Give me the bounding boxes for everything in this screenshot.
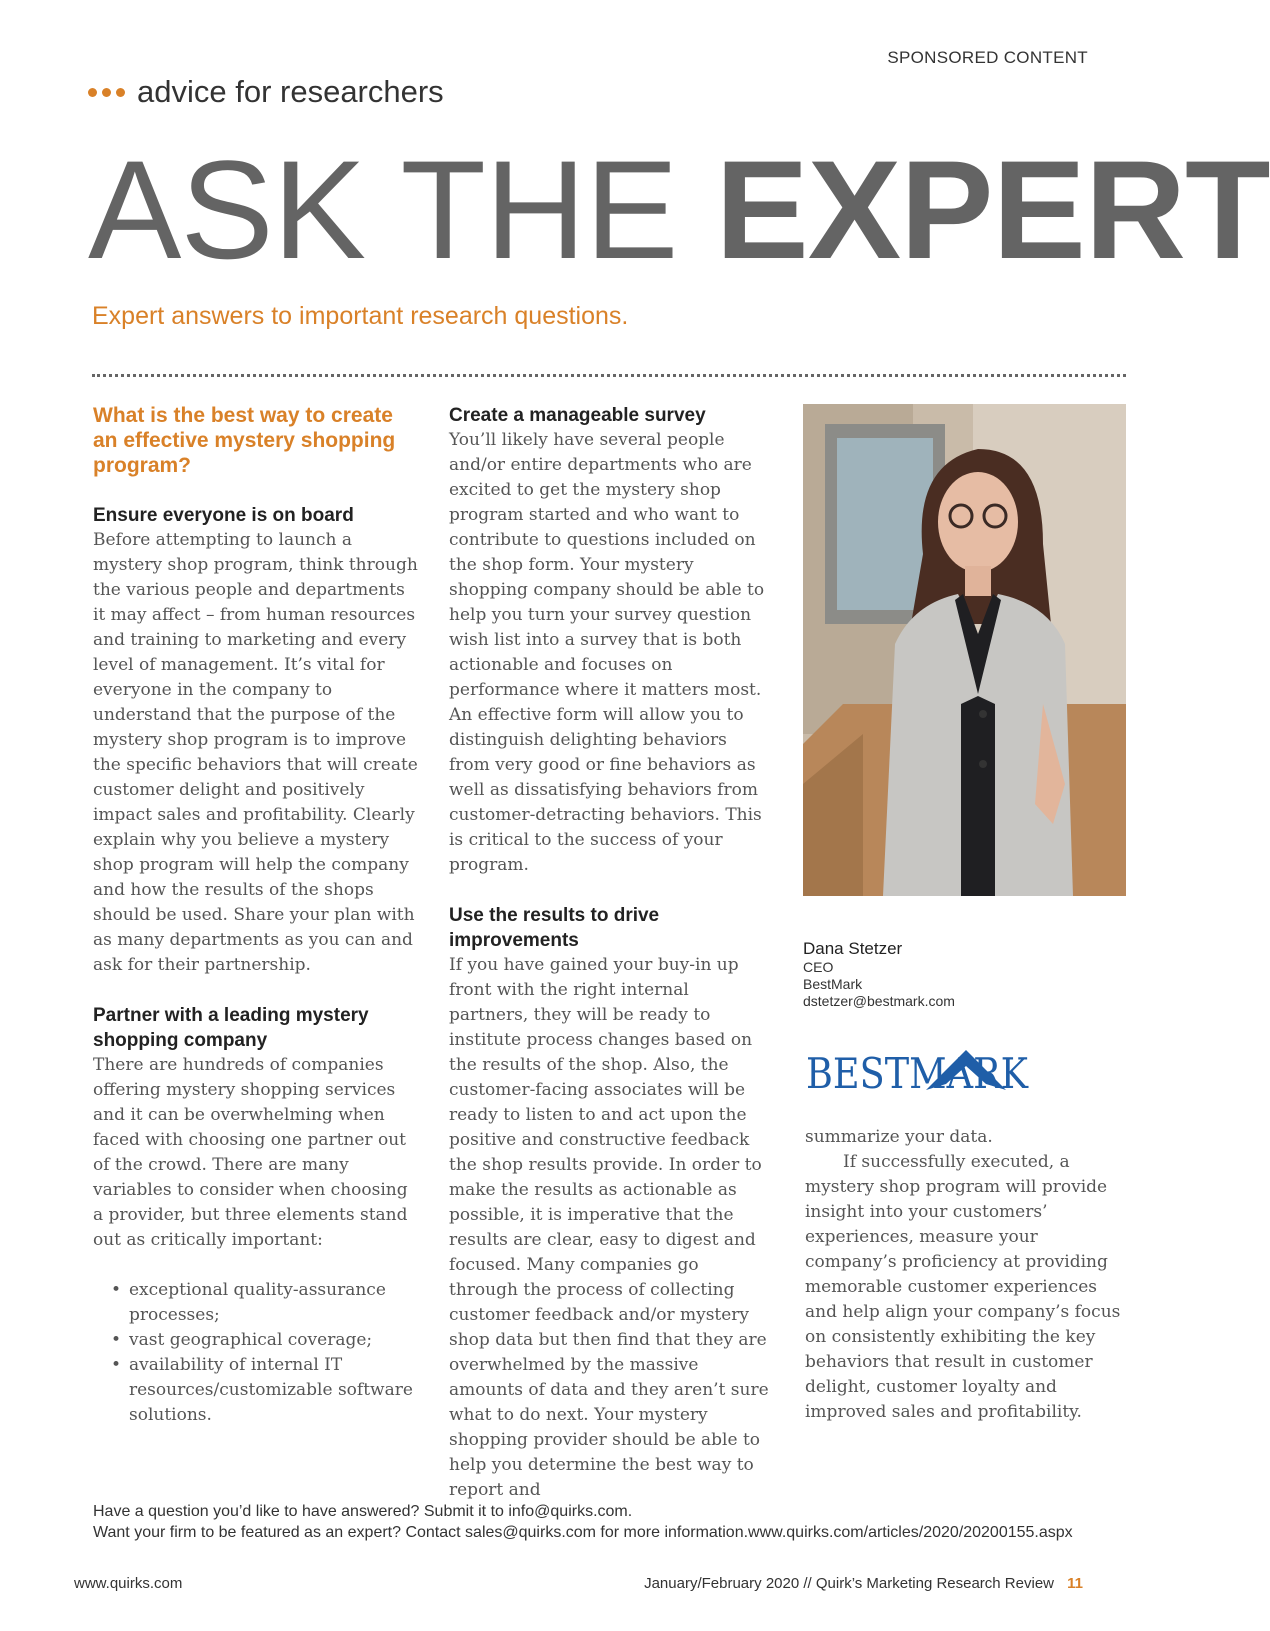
expert-role: CEO xyxy=(803,959,834,975)
expert-email: dstetzer@bestmark.com xyxy=(803,993,955,1009)
footer-line-1: Have a question you’d like to have answered? Submit it to info@quirks.com. xyxy=(93,1503,633,1520)
footer-line-2: Want your firm to be featured as an expert? Contact sales@quirks.com for more information.www.quirks.com/articles/2020/20200155.aspx xyxy=(93,1524,1073,1541)
page-subtitle: Expert answers to important research questions. xyxy=(92,302,629,330)
section-heading: Ensure everyone is on board xyxy=(93,505,354,526)
closing-paragraph: If successfully executed, a mystery shop program will provide insight into your customers’ experiences, measure your company’s proficiency at providing memorable customer experiences and help align your company’s focus on consistently exhibiting the key behaviors that result in customer delight, customer loyalty and improved sales and profitability. xyxy=(805,1152,1121,1422)
expert-company: BestMark xyxy=(803,976,863,992)
section-body: You’ll likely have several people and/or entire departments who are excited to get the mystery shop program started and who want to contribute to questions included on the shop form. Your mystery shopping company should be able to help you turn your survey question wish list into a survey that is both actionable and focuses on performance where it matters most. An effective form will allow you to distinguish delighting behaviors from very good or fine behaviors as well as dissatisfying behaviors from customer-detracting behaviors. This is critical to the success of your program. xyxy=(449,430,765,875)
title-light: ASK THE xyxy=(88,131,716,288)
dots-icon xyxy=(88,88,125,97)
dotted-divider xyxy=(92,374,1126,377)
section-heading: Create a manageable survey xyxy=(449,405,706,426)
list-item: • exceptional quality-assurance processes; xyxy=(129,1278,418,1328)
section-body: If you have gained your buy-in up front with the right internal partners, they will be ready to institute process changes based on the results of the shop. Also, the customer-facing associates will be ready to listen to and act upon the positive and constructive feedback the shop results provide. In order to make the results as actionable as possible, it is imperative that the results are clear, easy to digest and focused. Many companies go through the process of collecting customer feedback and/or mystery shop data but then find that they are overwhelmed by the massive amounts of data and they aren’t sure what to do next. Your mystery shopping provider should be able to help you determine the best way to report and xyxy=(449,955,769,1500)
title-bold: EXPERT xyxy=(715,131,1270,288)
expert-photo xyxy=(803,404,1126,896)
logo-text: BESTMARK xyxy=(806,1049,1030,1098)
expert-bio xyxy=(803,938,955,1010)
page-number: 11 xyxy=(1067,1575,1083,1592)
section-body: There are hundreds of companies offering mystery shopping services and it can be overwhelming when faced with choosing one partner out of the crowd. There are many variables to consider when choosing a provider, but three elements stand out as critically important: xyxy=(93,1055,408,1250)
question-heading: What is the best way to create an effective mystery shopping program? xyxy=(93,404,396,477)
criteria-list xyxy=(93,1278,418,1428)
article-column-1 xyxy=(93,403,418,1428)
page-title xyxy=(88,131,1270,288)
article-column-2 xyxy=(449,403,771,1503)
continued-text: summarize your data. xyxy=(805,1127,993,1147)
list-item: • vast geographical coverage; xyxy=(129,1328,418,1353)
folio-website[interactable]: www.quirks.com xyxy=(74,1575,183,1592)
sponsored-label: SPONSORED CONTENT xyxy=(887,48,1088,67)
expert-name: Dana Stetzer xyxy=(803,939,903,958)
article-column-3 xyxy=(805,1125,1125,1425)
section-body: Before attempting to launch a mystery shop program, think through the various people and departments it may affect – from human resources and training to marketing and every level of management. It’s vital for everyone in the company to understand that the purpose of the mystery shop program is to improve the specific behaviors that will create customer delight and positively impact sales and profitability. Clearly explain why you believe a mystery shop program will help the company and how the results of the shops should be used. Share your plan with as many departments as you can and ask for their partnership. xyxy=(93,530,418,975)
folio-issue: January/February 2020 // Quirk’s Marketing Research Review xyxy=(644,1575,1054,1592)
list-item: • availability of internal IT resources/customizable software solutions. xyxy=(129,1353,418,1428)
footer-callout xyxy=(93,1501,1073,1543)
section-heading: Partner with a leading mystery shopping company xyxy=(93,1005,369,1051)
bestmark-logo xyxy=(806,1040,1036,1105)
section-heading: Use the results to drive improvements xyxy=(449,905,660,951)
section-label: advice for researchers xyxy=(137,74,444,109)
section-header xyxy=(88,74,444,110)
portrait-illustration xyxy=(803,404,1126,896)
